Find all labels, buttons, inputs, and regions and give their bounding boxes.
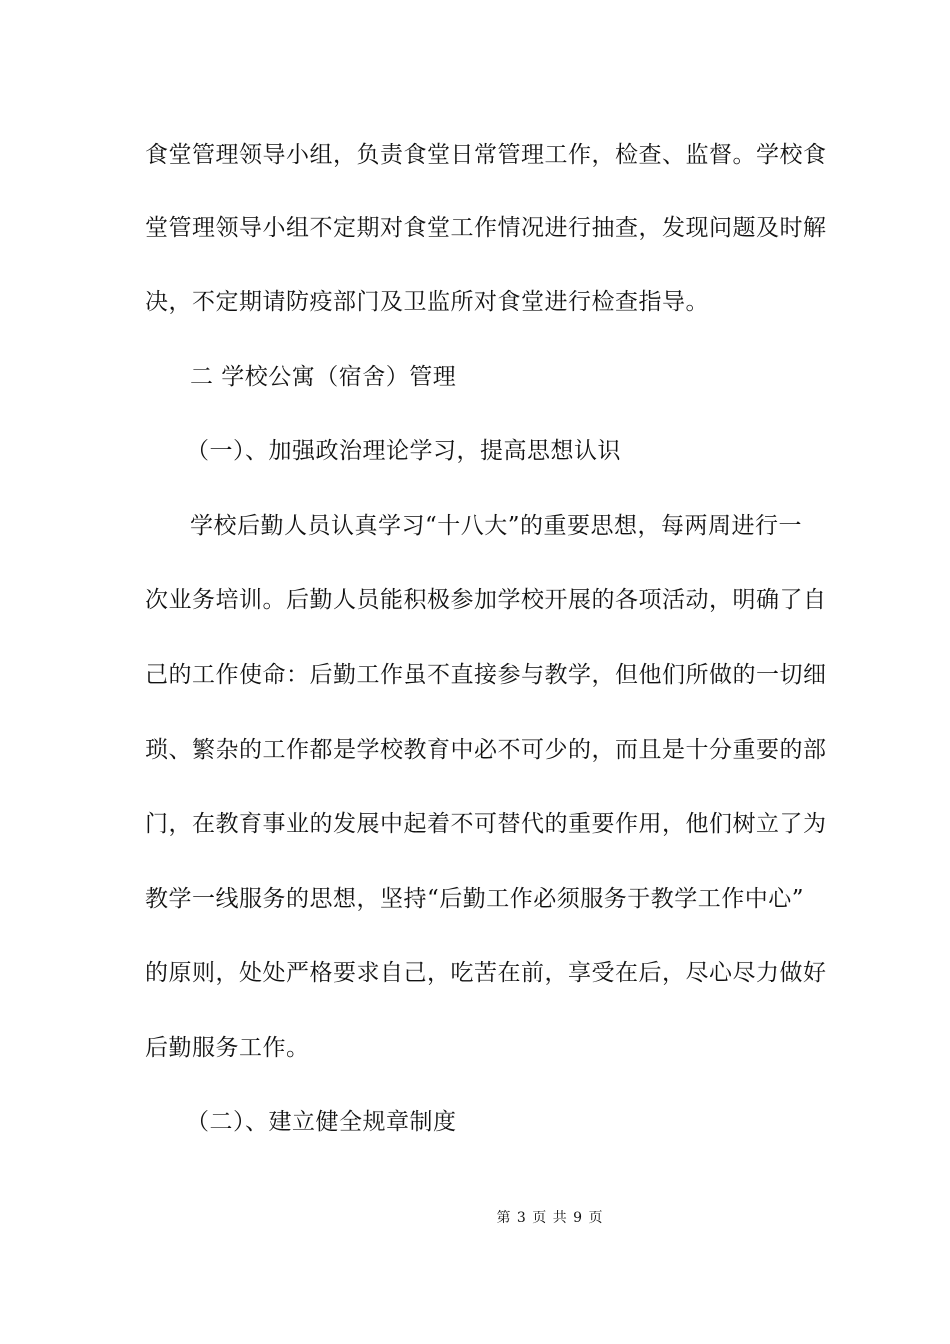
paragraph-line: 己的工作使命：后勤工作虽不直接参与教学，但他们所做的一切细	[145, 662, 827, 688]
paragraph-line: 教学一线服务的思想，坚持“后勤工作必须服务于教学工作中心”	[145, 886, 805, 912]
paragraph-line: 堂管理领导小组不定期对食堂工作情况进行抽查，发现问题及时解	[145, 215, 827, 241]
page-number-footer: 第 3 页 共 9 页	[496, 1210, 604, 1226]
paragraph-line: 琐、繁杂的工作都是学校教育中必不可少的，而且是十分重要的部	[145, 737, 827, 763]
subsection-heading: （一）、加强政治理论学习，提高思想认识	[186, 438, 621, 464]
paragraph-line: 后勤服务工作。	[145, 1035, 310, 1061]
paragraph-line: 门，在教育事业的发展中起着不可替代的重要作用，他们树立了为	[145, 811, 827, 837]
paragraph-line: 的原则，处处严格要求自己，吃苦在前，享受在后，尽心尽力做好	[145, 960, 827, 986]
section-heading: 二 学校公寓（宿舍）管理	[190, 364, 457, 390]
paragraph-line: 次业务培训。后勤人员能积极参加学校开展的各项活动，明确了自	[145, 587, 827, 613]
paragraph-line: 决，不定期请防疫部门及卫监所对食堂进行检查指导。	[145, 289, 709, 315]
paragraph-line: 食堂管理领导小组，负责食堂日常管理工作，检查、监督。学校食	[145, 142, 827, 168]
paragraph-line: 学校后勤人员认真学习“十八大”的重要思想，每两周进行一	[190, 513, 803, 539]
subsection-heading: （二）、建立健全规章制度	[186, 1109, 457, 1135]
